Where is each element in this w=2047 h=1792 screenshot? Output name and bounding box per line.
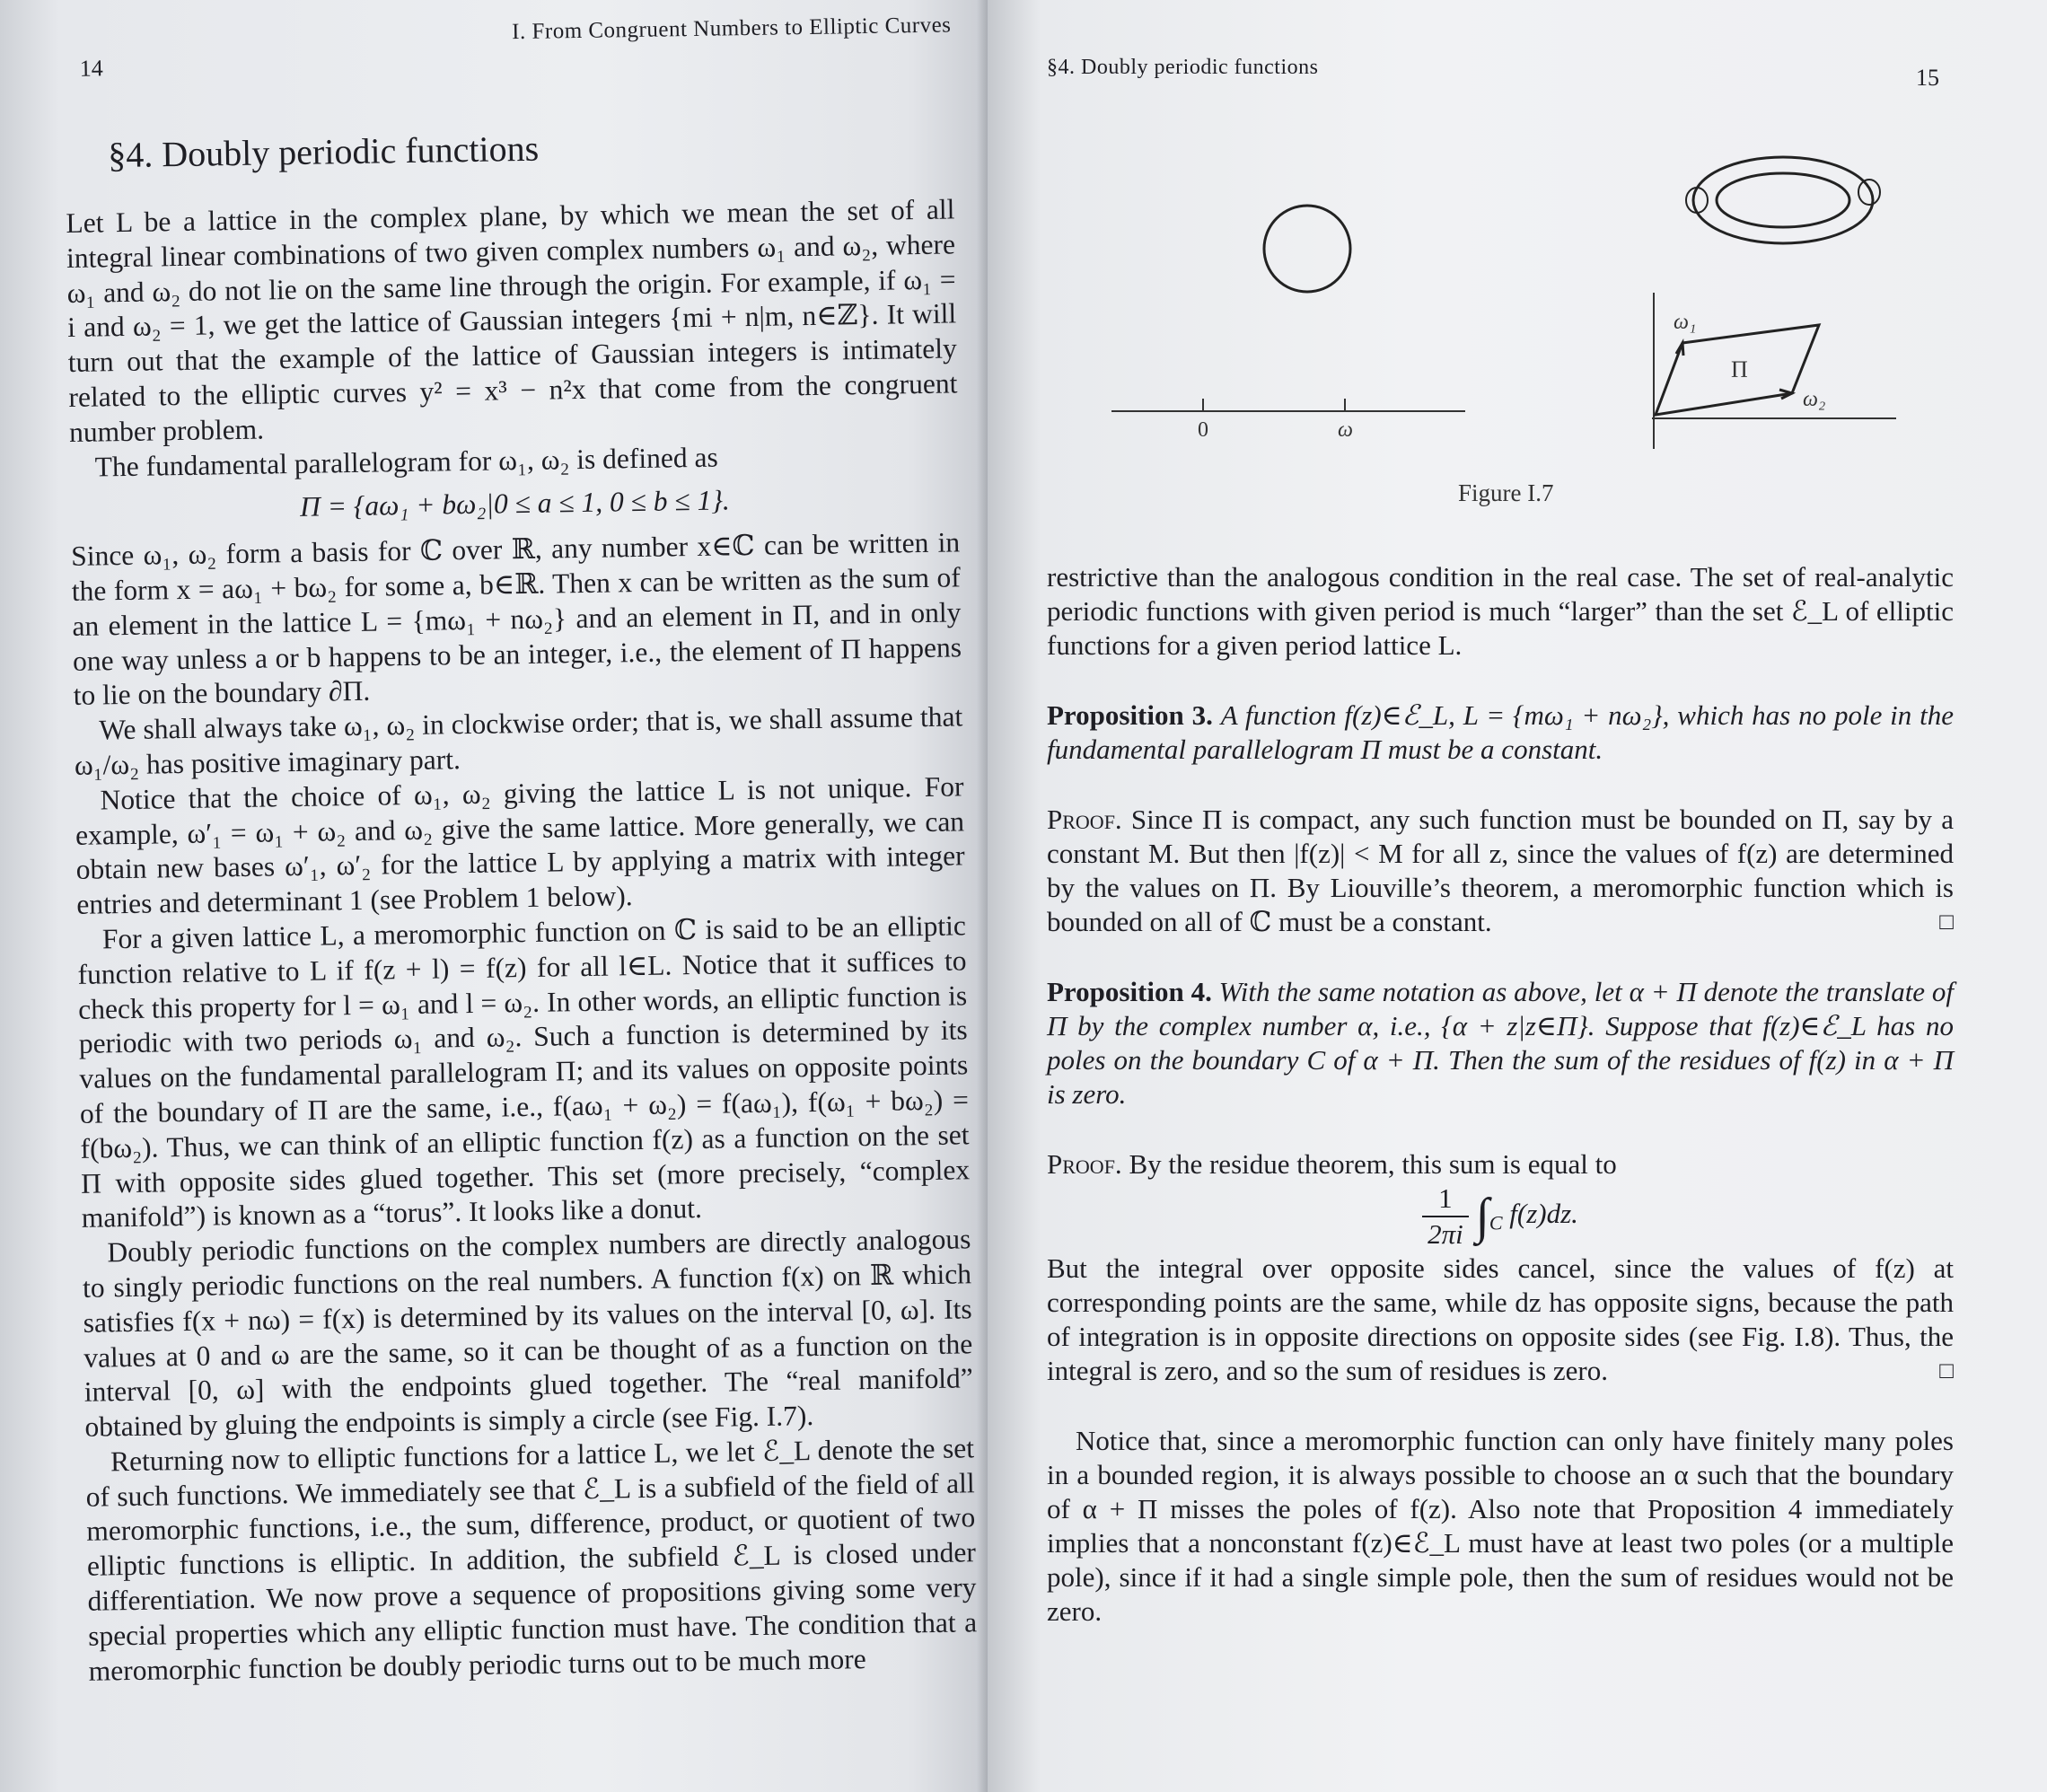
right-page bbox=[988, 0, 2047, 1792]
figure-caption: Figure I.7 bbox=[1458, 479, 1554, 506]
left-page bbox=[0, 0, 988, 1792]
qed-symbol-4: □ bbox=[1939, 1357, 1954, 1384]
circle-diagram bbox=[1264, 206, 1350, 292]
running-head-right: §4. Doubly periodic functions bbox=[1047, 56, 1319, 79]
paragraph-singly-periodic: Doubly periodic functions on the complex numbers are directly analogous to singly periodic functions on the real numbers. A function f(x) on ℝ which satisfies f(x + nω) = f(x) is determined by its values on the interval [0, ω]. Its values at 0 and ω are the same, so it can be thought of as a function on the interval [0, ω] with the endpoints glued together. The “real manifold” obtained by gluing the endpoints is simply a circle (see Fig. I.7). bbox=[82, 1223, 974, 1443]
integral-display bbox=[1047, 1181, 1954, 1252]
paragraph-subfield: Returning now to elliptic functions for a lattice L, we let ℰ_L denote the set of such functions. We immediately see that ℰ_L is a subfield of the field of all meromorphic functions, i.e., the sum, difference, product, or quotient of two elliptic functions is elliptic. In addition, the subfield ℰ_L is closed under differentiation. We now prove a sequence of propositions giving some very special properties which any elliptic function must have. The condition that a meromorphic function be doubly periodic turns out to be much more bbox=[85, 1432, 978, 1687]
proof-4-body2: But the integral over opposite sides cancel, since the values of f(z) at corresponding points are the same, while dz has opposite signs, because the path of integration is in opposite directions on opposite sides (see Fig. I.8). Thus, the integral is zero, and so the sum of residues is zero. bbox=[1047, 1252, 1954, 1386]
label-omega2: ω₂ bbox=[1803, 388, 1826, 411]
proof-4-intro bbox=[1047, 1147, 1954, 1181]
torus-icon bbox=[1686, 157, 1880, 243]
proof-3-head: Proof. bbox=[1047, 804, 1122, 835]
label-omega1: ω₁ bbox=[1674, 311, 1697, 334]
page-number-right: 15 bbox=[1916, 65, 1939, 91]
integral-fraction bbox=[1422, 1181, 1469, 1252]
page-number-left: 14 bbox=[79, 55, 103, 82]
proposition-4 bbox=[1047, 975, 1954, 1111]
proof-3-body: Since Π is compact, any such function must be bounded on Π, say by a constant M. But then |f(z)| < M for all z, since the values of f(z) are determined by the values on Π. By Liouville’s theorem, a meromorphic function which is bounded on all of ℂ must be a constant. bbox=[1047, 804, 1955, 937]
left-page-content bbox=[63, 13, 978, 1687]
integral-sign: ∫ bbox=[1475, 1189, 1489, 1244]
proposition-3-body: A function f(z)∈ℰ_L, L = {mω₁ + nω₂}, which has no pole in the fundamental parallelogram Π must be a constant. bbox=[1047, 699, 1955, 765]
left-body-text bbox=[66, 192, 978, 1689]
paragraph-clockwise: We shall always take ω₁, ω₂ in clockwise order; that is, we shall assume that ω₁/ω₂ has positive imaginary part. bbox=[74, 700, 963, 781]
label-zero: 0 bbox=[1198, 418, 1208, 442]
proof-3 bbox=[1047, 803, 1954, 939]
proof-4-head: Proof. bbox=[1047, 1148, 1122, 1180]
paragraph-basis: Since ω₁, ω₂ form a basis for ℂ over ℝ, any number x∈ℂ can be written in the form x = aω₁ + bω₂ for some a, b∈ℝ. Then x can be written as the sum of an element in the lattice L = {mω₁ + nω₂} and an element in Π, and in only one way unless a or b happens to be an integer, i.e., the element of Π happens to lie on the boundary ∂Π. bbox=[70, 526, 962, 712]
formula-parallelogram: Π = {aω₁ + bω₂|0 ≤ a ≤ 1, 0 ≤ b ≤ 1}. bbox=[299, 484, 731, 523]
proof-4-body: By the residue theorem, this sum is equal to bbox=[1129, 1148, 1617, 1180]
label-pi: Π bbox=[1731, 356, 1748, 382]
proposition-3-head: Proposition 3. bbox=[1047, 699, 1213, 731]
paragraph-elliptic-function-definition: For a given lattice L, a meromorphic function on ℂ is said to be an elliptic function relative to L if f(z + l) = f(z) for all l∈L. Notice that it suffices to check this property for l = ω₁ and l = ω₂. In other words, an elliptic function is periodic with two periods ω₁ and ω₂. Such a function is determined by its values on the fundamental parallelogram Π; and its values on opposite points of the boundary of Π are the same, i.e., f(aω₁ + ω₂) = f(aω₁), f(ω₁ + bω₂) = f(bω₂). Thus, we can think of an elliptic function f(z) as a function on the set Π with opposite sides glued together. This set (more precisely, “complex manifold”) is known as a “torus”. It looks like a donut. bbox=[77, 909, 971, 1234]
fraction-numerator: 1 bbox=[1422, 1181, 1469, 1217]
paragraph-notice-poles: Notice that, since a meromorphic function can only have finitely many poles in a bounded region, it is always possible to choose an α such that the boundary of α + Π misses the poles of f(z). Also note that Proposition 4 immediately implies that a nonconstant f(z)∈ℰ_L must have at least two poles (or a multiple pole), since if it had a single simple pole, then the sum of residues would not be zero. bbox=[1047, 1425, 1954, 1627]
proposition-4-head: Proposition 4. bbox=[1047, 976, 1212, 1007]
proposition-4-body: With the same notation as above, let α + Π denote the translate of Π by the complex number α, i.e., {α + z|z∈Π}. Suppose that f(z)∈ℰ_L has no poles on the boundary C of α + Π. Then the sum of the residues of f(z) in α + Π is zero. bbox=[1047, 976, 1955, 1110]
paragraph-choice-of-basis: Notice that the choice of ω₁, ω₂ giving the lattice L is not unique. For example, ω′₁ = ω₁ + ω₂ and ω₂ give the same lattice. More generally, we can obtain new bases ω′₁, ω′₂ for the lattice L by applying a matrix with integer entries and determinant 1 (see Problem 1 below). bbox=[75, 770, 965, 921]
paragraph-lattice-intro: Let L be a lattice in the complex plane, by which we mean the set of all integral linear combinations of two given complex numbers ω₁ and ω₂, where ω₁ and ω₂ do not lie on the same line through the origin. For example, if ω₁ = i and ω₂ = 1, we get the lattice of Gaussian integers {mi + n|m, n∈ℤ}. It will turn out that the example of the lattice of Gaussian integers is intimately related to the elliptic curves y² = x³ − n²x that come from the congruent number problem. bbox=[66, 193, 958, 448]
section-title: §4. Doubly periodic functions bbox=[107, 127, 540, 176]
fraction-denominator: 2πi bbox=[1428, 1218, 1463, 1250]
qed-symbol-3: □ bbox=[1939, 909, 1954, 935]
proposition-3 bbox=[1047, 698, 1954, 767]
label-omega: ω bbox=[1338, 418, 1353, 442]
running-head-left: I. From Congruent Numbers to Elliptic Curves bbox=[511, 13, 952, 45]
proof-4-conclusion bbox=[1047, 1252, 1954, 1388]
integral-contour: C bbox=[1489, 1211, 1503, 1234]
figure-i7 bbox=[988, 0, 2047, 539]
integrand: f(z)dz. bbox=[1509, 1198, 1578, 1230]
paragraph-restrictive: restrictive than the analogous condition in the real case. The set of real-analytic periodic functions with given period is much “larger” than the set ℰ_L of elliptic functions for a given period lattice L. bbox=[1047, 561, 1954, 661]
paragraph-fundamental-parallelogram: The fundamental parallelogram for ω₁, ω₂ is defined as bbox=[94, 441, 718, 483]
right-body-text bbox=[1047, 560, 1954, 1629]
